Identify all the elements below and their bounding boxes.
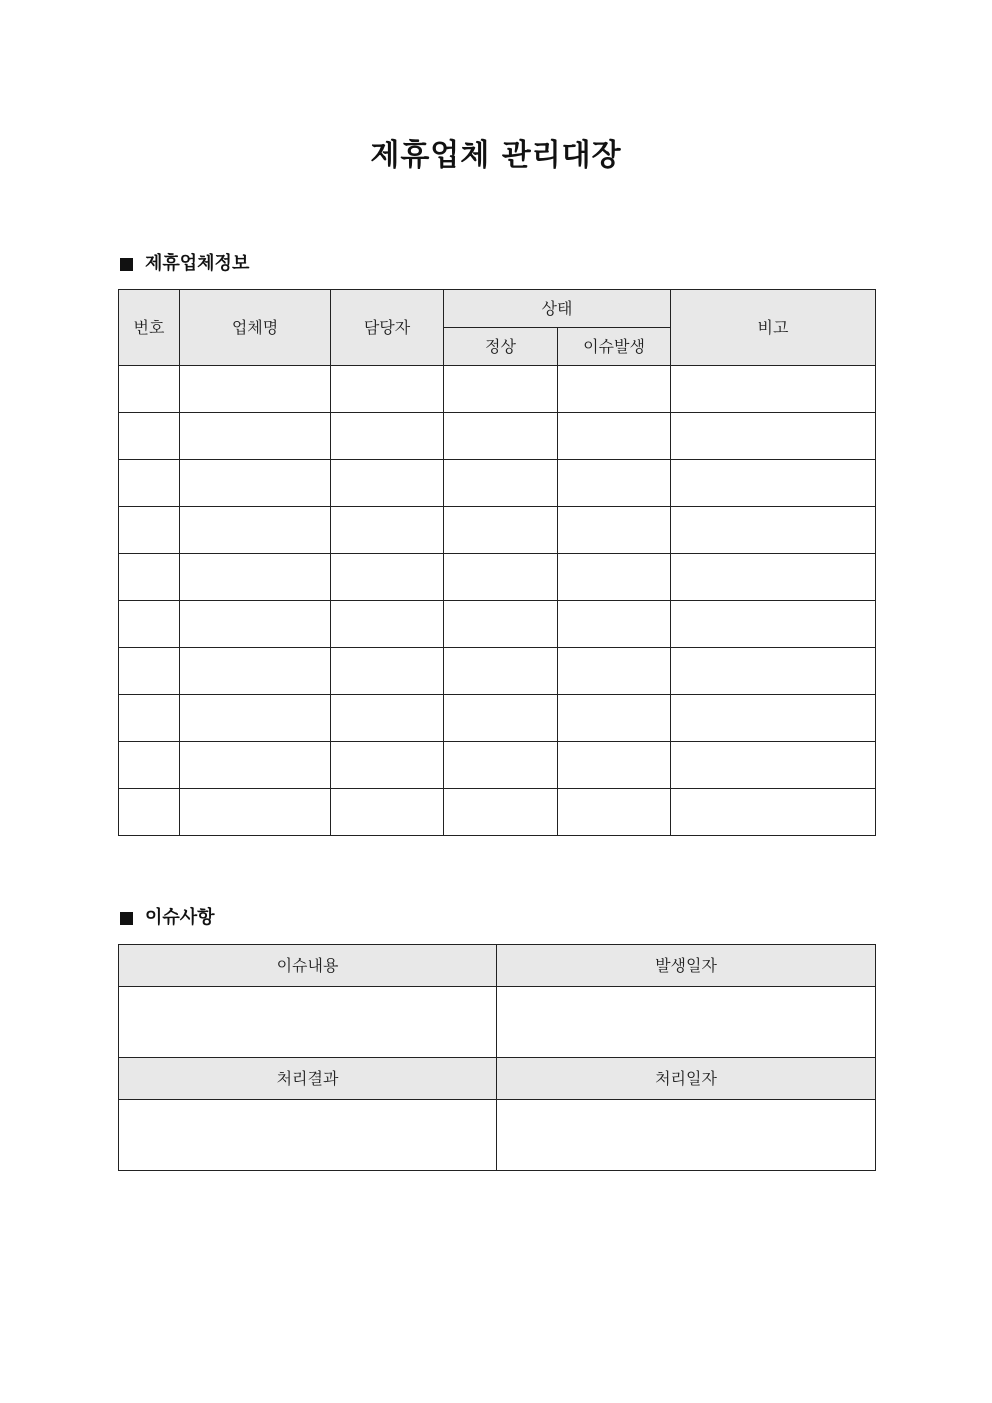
cell-note[interactable] [671,648,876,695]
cell-normal[interactable] [444,789,558,836]
square-bullet-icon [120,258,133,271]
cell-manager[interactable] [331,413,444,460]
cell-issue[interactable] [558,460,671,507]
issue-section-heading [119,906,215,930]
occurrence-date-field[interactable] [497,987,876,1058]
table-row [119,601,876,648]
partner-section-heading [119,252,249,276]
partner-info-table [118,289,876,836]
cell-note[interactable] [671,507,876,554]
cell-manager[interactable] [331,507,444,554]
cell-note[interactable] [671,554,876,601]
cell-manager[interactable] [331,601,444,648]
column-header-manager: 담당자 [331,290,444,366]
table-row [119,554,876,601]
cell-note[interactable] [671,695,876,742]
table-row [119,366,876,413]
cell-manager[interactable] [331,742,444,789]
cell-issue[interactable] [558,648,671,695]
table-row [119,789,876,836]
issue-content-label: 이슈내용 [119,945,497,987]
partner-section-heading-label: 제휴업체정보 [145,253,250,274]
column-header-status-normal: 정상 [444,328,558,366]
cell-note[interactable] [671,413,876,460]
cell-normal[interactable] [444,554,558,601]
issue-details-table [118,944,876,1171]
cell-company[interactable] [180,695,331,742]
resolution-field[interactable] [119,1100,497,1171]
column-header-number: 번호 [119,290,180,366]
cell-normal[interactable] [444,460,558,507]
table-row [119,507,876,554]
cell-number[interactable] [119,601,180,648]
resolution-date-field[interactable] [497,1100,876,1171]
cell-note[interactable] [671,460,876,507]
cell-number[interactable] [119,742,180,789]
cell-issue[interactable] [558,601,671,648]
cell-issue[interactable] [558,413,671,460]
cell-issue[interactable] [558,507,671,554]
table-row [119,460,876,507]
cell-number[interactable] [119,554,180,601]
column-header-status-issue: 이슈발생 [558,328,671,366]
cell-number[interactable] [119,507,180,554]
cell-normal[interactable] [444,695,558,742]
cell-company[interactable] [180,648,331,695]
square-bullet-icon [120,912,133,925]
cell-manager[interactable] [331,648,444,695]
column-header-status: 상태 [444,290,671,328]
issue-section-heading-label: 이슈사항 [145,907,215,928]
cell-company[interactable] [180,460,331,507]
cell-number[interactable] [119,648,180,695]
resolution-label: 처리결과 [119,1058,497,1100]
cell-issue[interactable] [558,366,671,413]
cell-company[interactable] [180,554,331,601]
cell-manager[interactable] [331,554,444,601]
cell-company[interactable] [180,413,331,460]
cell-company[interactable] [180,601,331,648]
cell-number[interactable] [119,695,180,742]
cell-note[interactable] [671,601,876,648]
cell-number[interactable] [119,789,180,836]
cell-manager[interactable] [331,695,444,742]
cell-issue[interactable] [558,789,671,836]
cell-company[interactable] [180,366,331,413]
table-row [119,742,876,789]
cell-manager[interactable] [331,366,444,413]
cell-normal[interactable] [444,742,558,789]
document-title: 제휴업체 관리대장 [370,138,622,173]
cell-normal[interactable] [444,601,558,648]
resolution-date-label: 처리일자 [497,1058,876,1100]
cell-issue[interactable] [558,695,671,742]
column-header-company: 업체명 [180,290,331,366]
cell-note[interactable] [671,789,876,836]
cell-issue[interactable] [558,742,671,789]
issue-content-field[interactable] [119,987,497,1058]
cell-issue[interactable] [558,554,671,601]
cell-number[interactable] [119,460,180,507]
occurrence-date-label: 발생일자 [497,945,876,987]
cell-number[interactable] [119,413,180,460]
cell-number[interactable] [119,366,180,413]
column-header-note: 비고 [671,290,876,366]
cell-normal[interactable] [444,366,558,413]
cell-normal[interactable] [444,648,558,695]
cell-manager[interactable] [331,789,444,836]
cell-manager[interactable] [331,460,444,507]
cell-normal[interactable] [444,413,558,460]
cell-note[interactable] [671,742,876,789]
table-row [119,695,876,742]
cell-company[interactable] [180,742,331,789]
table-row [119,648,876,695]
table-row [119,413,876,460]
cell-company[interactable] [180,507,331,554]
cell-normal[interactable] [444,507,558,554]
cell-company[interactable] [180,789,331,836]
cell-note[interactable] [671,366,876,413]
